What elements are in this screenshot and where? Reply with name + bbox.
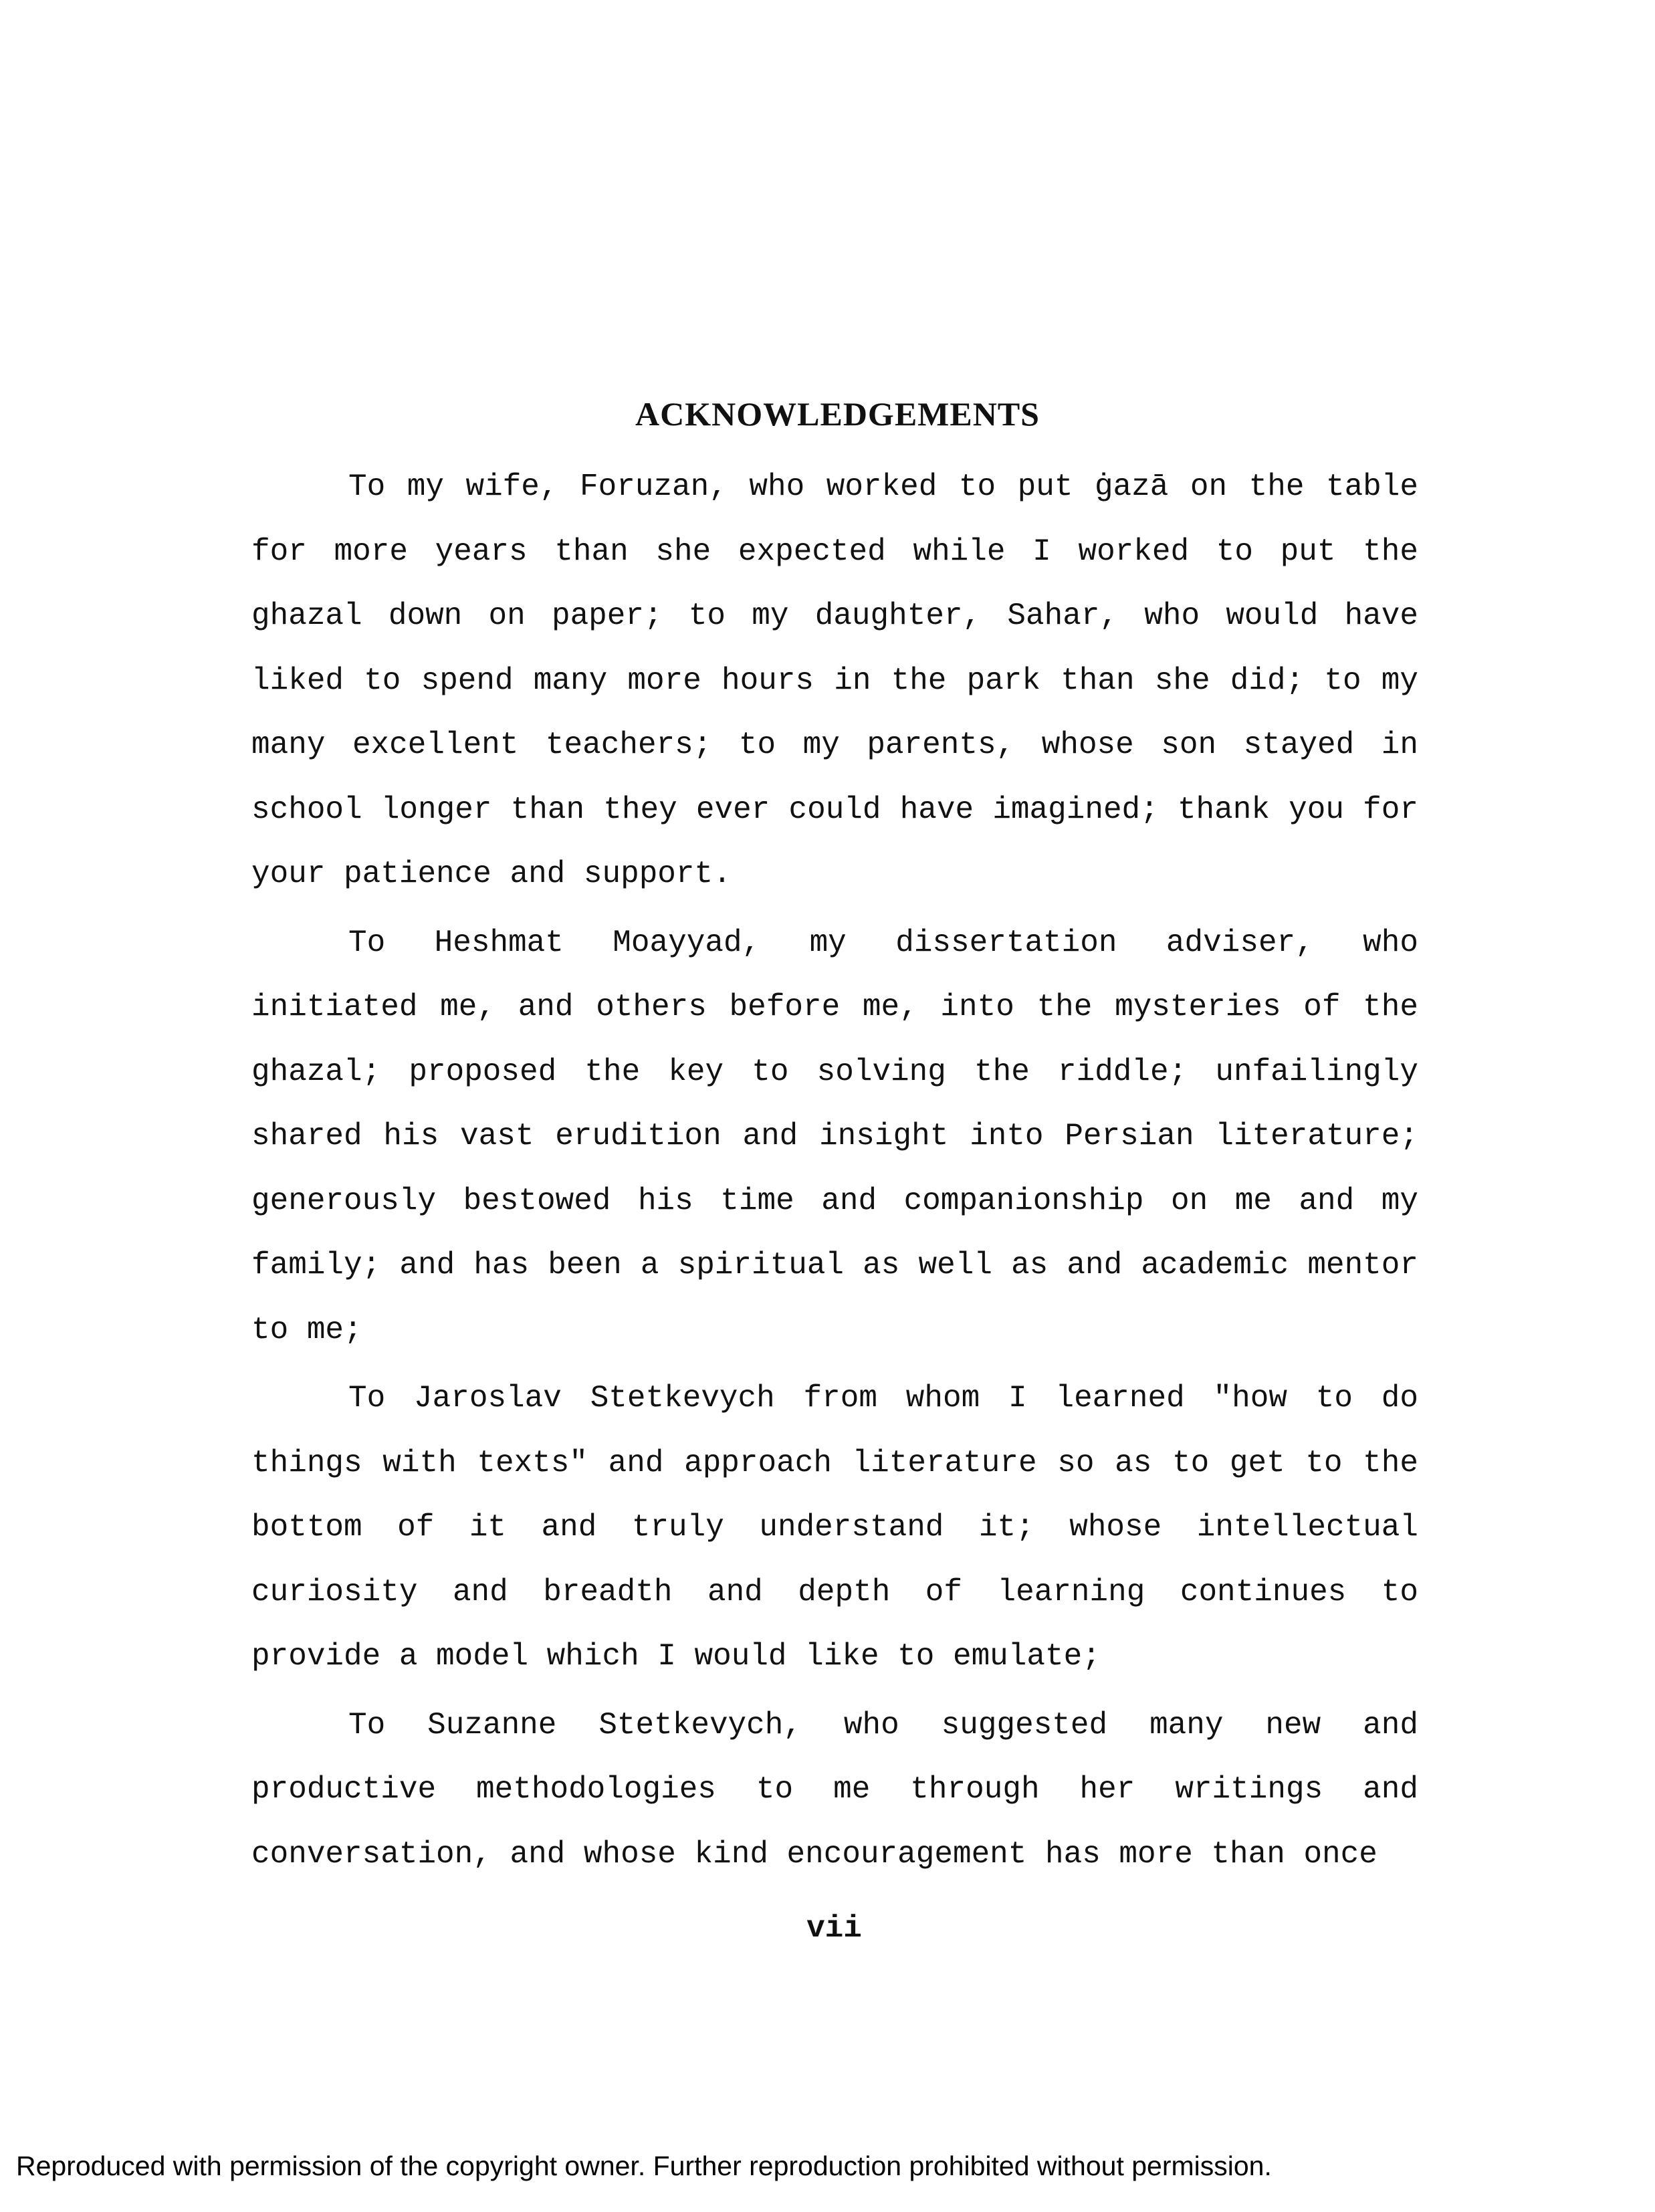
paragraph-family: To my wife, Foruzan, who worked to put ġazā on the table for more years than she expected while I worked to put the ghazal down on paper; to my daughter, Sahar, who would have liked to spend many more hours in the park than she did; to my many excellent teachers; to my parents, whose son stayed in school longer than they ever could have imagined; thank you for your patience and support. bbox=[251, 469, 1418, 891]
acknowledgements-body bbox=[251, 455, 1418, 1886]
page-title: ACKNOWLEDGEMENTS bbox=[635, 395, 1040, 433]
copyright-footer: Reproduced with permission of the copyright owner. Further reproduction prohibited without permission. bbox=[16, 2150, 1272, 2181]
paragraph-jaroslav-stetkevych: To Jaroslav Stetkevych from whom I learned "how to do things with texts" and approach literature so as to get to the bottom of it and truly understand it; whose intellectual curiosity and breadth and depth of learning continues to provide a model which I would like to emulate; bbox=[251, 1381, 1418, 1674]
paragraph-suzanne-stetkevych: To Suzanne Stetkevych, who suggested many new and productive methodologies to me through her writings and conversation, and whose kind encouragement has more than once bbox=[251, 1707, 1418, 1872]
paragraph-moayyad: To Heshmat Moayyad, my dissertation adviser, who initiated me, and others before me, into the mysteries of the ghazal; proposed the key to solving the riddle; unfailingly shared his vast erudition and insight into Persian literature; generously bestowed his time and companionship on me and my family; and has been a spiritual as well as and academic mentor to me; bbox=[251, 925, 1418, 1347]
page-number: vii bbox=[806, 1911, 862, 1946]
